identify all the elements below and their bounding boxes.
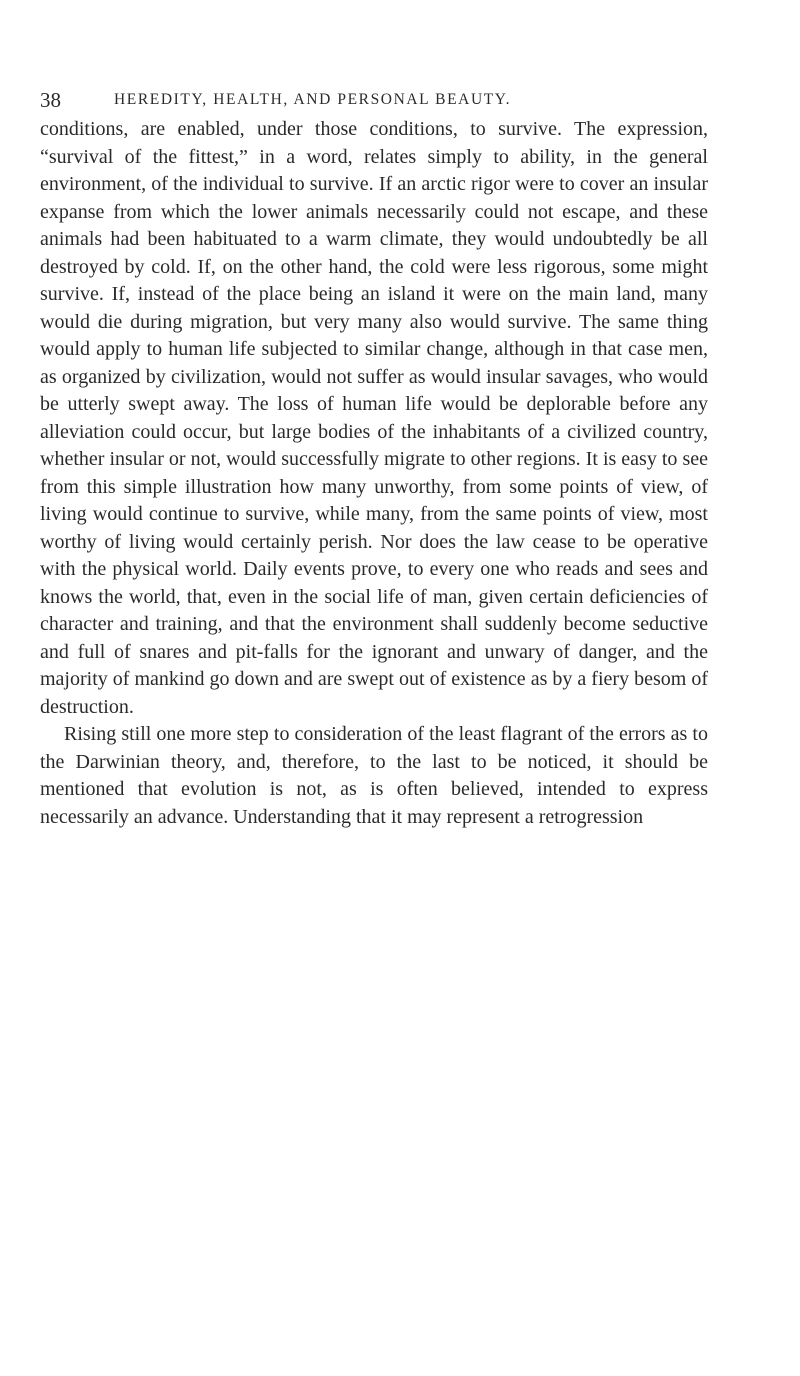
paragraph-continued: conditions, are enabled, under those conditions, to survive. The expression, “survival of the fittest,” in a word, relates simply to ability, in the general environment, of the individual to survive. If an arctic rigor were to cover an insular expanse from which the lower animals necessarily could not escape, and these animals had been habituated to a warm climate, they would undoubtedly be all destroyed by cold. If, on the other hand, the cold were less rigorous, some might survive. If, instead of the place being an island it were on the main land, many would die during migration, but very many also would survive. The same thing would apply to human life subjected to similar change, although in that case men, as organized by civilization, would not suffer as would insular savages, who would be utterly swept away. The loss of human life would be deplorable before any alleviation could occur, but large bodies of the inhabitants of a civilized country, whether insular or not, would successfully migrate to other regions. It is easy to see from this simple illustration how many unworthy, from some points of view, of living would continue to survive, while many, from the same points of view, most worthy of living would certainly perish. Nor does the law cease to be operative with the physical world. Daily events prove, to every one who reads and sees and knows the world, that, even in the social life of man, given certain deficiencies of character and training, and that the environment shall suddenly become seductive and full of snares and pit-falls for the ignorant and unwary of danger, and the majority of mankind go down and are swept out of existence as by a fiery besom of destruction. bbox=[40, 118, 708, 718]
paragraph-rising: Rising still one more step to consideration of the least flagrant of the errors as to the Darwinian theory, and, therefore, to the last to be noticed, it should be mentioned that evolution is not, as is often believed, intended to express necessarily an advance. Understanding that it may represent a retrogression bbox=[40, 723, 708, 828]
running-head: HEREDITY, HEALTH, AND PERSONAL BEAUTY. bbox=[114, 91, 512, 108]
page-number: 38 bbox=[40, 88, 61, 112]
page-header bbox=[40, 88, 740, 112]
body-text bbox=[40, 116, 708, 831]
